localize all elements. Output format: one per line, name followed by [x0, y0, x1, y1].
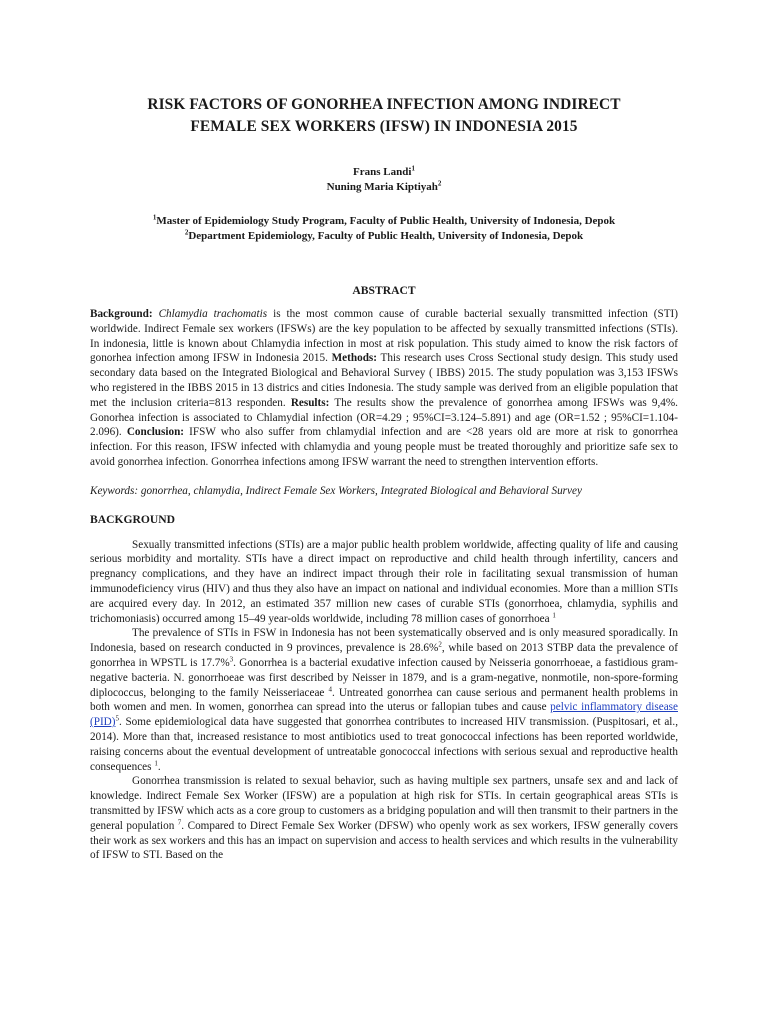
affiliation: $^1$Master of Epidemiology Study Program, Faculty of Public Health, University of Indonesia, Depok [152, 213, 616, 227]
methods-label: Methods: [331, 352, 377, 365]
background-paragraph-2: The prevalence of STIs in FSW in Indonesia has not been systematically observed and is only measured sporadically. In Indonesia, based on research conducted in 9 provinces, prevalence is 28.6%$^2$, while based on 2013 STBP data the prevalence of gonorrhea in WPSTL is 17.7%$^3$. Gonorrhea is a bacterial exudative infection caused by Neisseria gonorrhoeae, a fastidious gram-negative bacteria. N. gonorrhoeae was first described by Neisser in 1879, and is a gram-negative, nonmotile, non-spore-forming diplococcus, belonging to the family Neisseriaceae $^4$. Untreated gonorrhea can cause serious and permanent health problems in both women and men. In women, gonorrhea can spread into the uterus or fallopian tubes and cause pelvic inflammatory disease (PID)$^5$. Some epidemiological data have suggested that gonorrhea contributes to increased HIV transmission. (Puspitosari, et al., 2014). More than that, increased resistance to most antibiotics used to treat gonococcal infections has been reported worldwide, raising concerns about the eventual development of untreatable gonococcal infections with serious sexual and reproductive health consequences $^1$. [90, 627, 679, 773]
background-paragraph-3: Gonorrhea transmission is related to sexual behavior, such as having multiple sex partners, unsafe sex and and lack of knowledge. Indirect Female Sex Worker (IFSW) are a population at high risk for STIs. In certain geographical areas STIs is transmitted by IFSW which acts as a core group to customers as a bridging population and will then transmit to their partners in the general population $^7$. Compared to Direct Female Sex Worker (DFSW) who openly work as sex workers, IFSW generally covers their work as sex workers and this has an impact on supervision and access to health services and which results in the vulnerability of IFSW to STI. Based on the [90, 775, 678, 862]
conclusion-label: Conclusion: [126, 426, 185, 439]
author: Nuning Maria Kiptiyah$^2$ [326, 179, 442, 193]
pid-link[interactable]: pelvic inflammatory disease (PID) [90, 701, 678, 729]
keywords: Keywords: gonorrhea, chlamydia, Indirect Female Sex Workers, Integrated Biological and Behavioral Survey [90, 484, 582, 497]
title-line-2: FEMALE SEX WORKERS (IFSW) IN INDONESIA 2015 [190, 118, 578, 135]
species-name: Chlamydia trachomatis [158, 308, 268, 320]
abstract-heading: ABSTRACT [352, 284, 416, 297]
background-paragraph-1: Sexually transmitted infections (STIs) are a major public health problem worldwide, affecting quality of life and causing serious morbidity and mortality. STIs have a direct impact on reproductive and child health through infertility, cancers and pregnancy complications, and they have an indirect impact through their role in facilitating sexual transmission of human immunodeficiency virus (HIV) and thus they also have an impact on national and individual economies. More than a million STIs are acquired every day. In 2012, an estimated 357 million new cases of curable STIs (gonorrhoea, chlamydia, syphilis and trichomoniasis) occurred among 15–49 year-olds worldwide, including 78 million cases of gonorrhoea $^1$ [90, 538, 678, 625]
results-label: Results: [290, 396, 330, 409]
paper-title [90, 94, 678, 138]
abstract-body: Background: Chlamydia trachomatis is the most common cause of curable bacterial sexually transmitted infection (STI) worldwide. Indirect Female sex workers (IFSWs) are the key population to be affected by sexually transmitted infections (STIs). In indonesia, little is known about Chlamydia infection in most at risk population. This study aimed to know the risk factors of gonorhea infection among IFSW in Indonesia 2015. Methods: This research uses Cross Sectional study design. This study used secondary data based on the Integrated Biological and Behavioral Survey ( IBBS) 2015. The study population was 3,153 IFSWs who registered in the IBBS 2015 in 13 districs and cities Indonesia. The study sample was derived from an eligible population that met the inclusion criteria=813 responden. Results: The results show the prevalence of gonorrhea among IFSWs was 9,4%. Gonorhea infection is associated to Chlamydial infection (OR=4.29 ; 95%CI=3.124–5.891) and age (OR=1.52 ; 95%CI=1.104-2.096). Conclusion: IFSW who also suffer from chlamydial infection and are <28 years old are more at risk to gonorrhea infection. For this reason, IFSW infected with chlamydia and young people must be treated thoroughly and prioritize safe sex to avoid gonorrhea infection. Gonorrhea infections among IFSW warrant the need to strengthen intervention efforts. [90, 308, 678, 468]
affiliation: $^2$Department Epidemiology, Faculty of Public Health, University of Indonesia, Depok [184, 228, 584, 242]
title-line-1: RISK FACTORS OF GONORHEA INFECTION AMONG INDIRECT [147, 96, 621, 113]
background-label: Background: [90, 308, 153, 320]
author-list [90, 165, 678, 195]
background-heading: BACKGROUND [90, 512, 176, 526]
affiliation-list [90, 214, 678, 244]
author: Frans Landi$^1$ [353, 164, 415, 178]
